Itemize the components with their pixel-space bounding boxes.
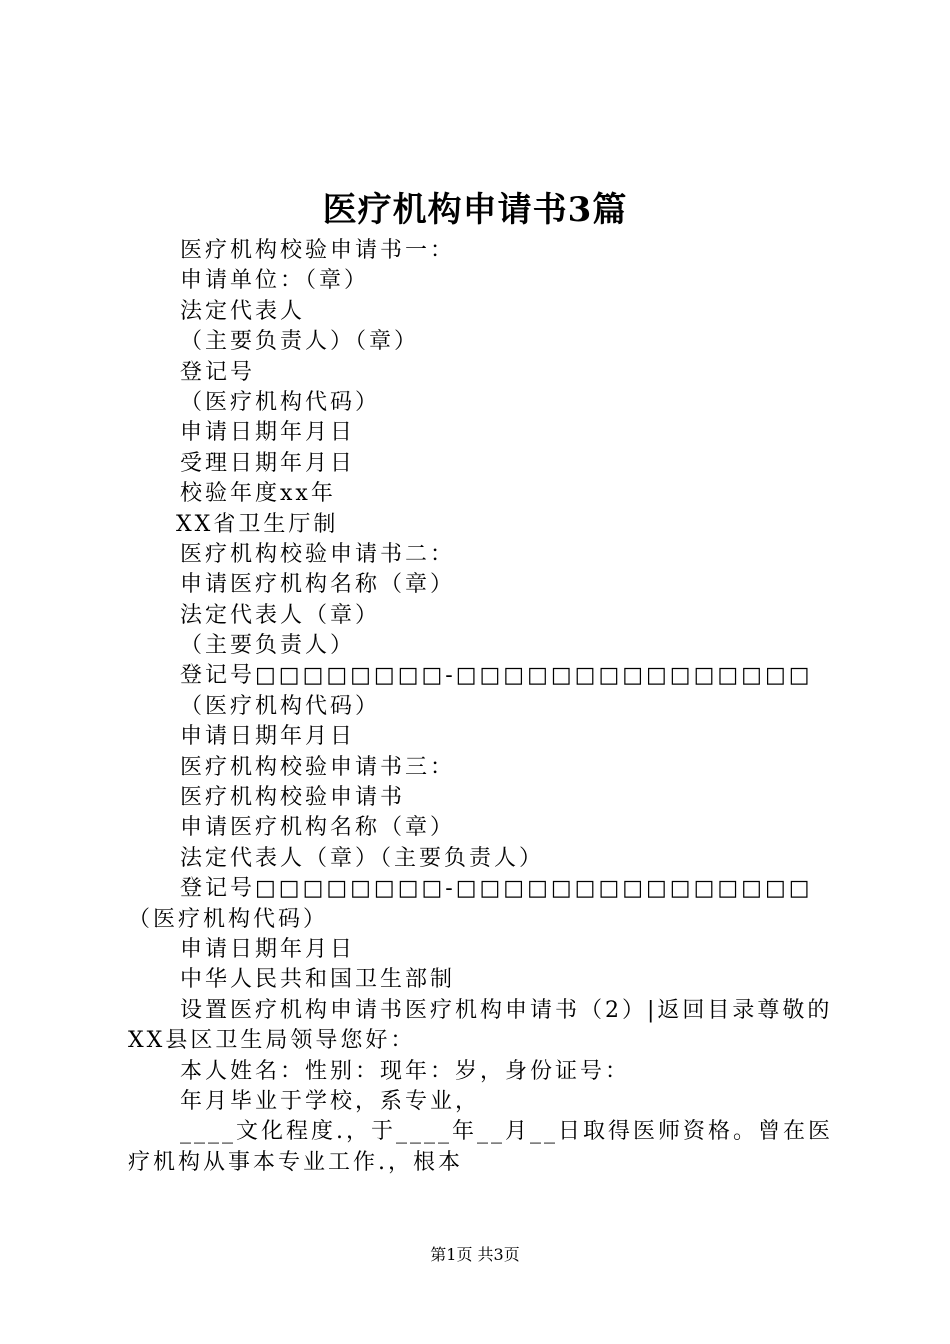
text-line: 申请日期年月日: [180, 724, 356, 750]
text-line: （医疗机构代码）: [128, 906, 329, 932]
document-body: [128, 236, 834, 1178]
text-line: 疗机构从事本专业工作.，根本: [128, 1149, 463, 1175]
text-line: 登记号□□□□□□□□-□□□□□□□□□□□□□□□: [180, 876, 813, 902]
text-line: ____文化程度.，于____年__月__日取得医师资格。曾在医: [180, 1119, 833, 1145]
text-line: XX省卫生厅制: [176, 511, 339, 537]
text-line: 受理日期年月日: [180, 450, 356, 476]
text-line: 本人姓名：性别：现年：岁，身份证号：: [180, 1058, 631, 1084]
text-line: 医疗机构校验申请书: [180, 785, 406, 811]
text-line: （医疗机构代码）: [180, 693, 381, 719]
text-line: 法定代表人: [180, 298, 306, 324]
text-line: XX县区卫生局领导您好：: [128, 1028, 416, 1054]
text-line: 申请医疗机构名称（章）: [180, 815, 456, 841]
text-line: 申请单位：（章）: [180, 268, 370, 294]
text-line: （主要负责人）: [180, 633, 356, 659]
text-line: 校验年度xx年: [180, 481, 336, 507]
text-line: 法定代表人（章）（主要负责人）: [180, 845, 545, 871]
text-line: 医疗机构校验申请书一：: [180, 238, 456, 263]
text-line: 年月毕业于学校，系专业，: [180, 1088, 481, 1114]
text-line: 申请日期年月日: [180, 420, 356, 446]
text-line: 医疗机构校验申请书三：: [180, 754, 456, 780]
text-line: （医疗机构代码）: [180, 389, 381, 415]
text-line: 登记号: [180, 359, 256, 385]
page-title: 医疗机构申请书3篇: [322, 190, 628, 230]
text-line: 申请日期年月日: [180, 936, 356, 962]
text-line: 登记号□□□□□□□□-□□□□□□□□□□□□□□□: [180, 663, 813, 689]
text-line: 法定代表人（章）: [180, 602, 381, 628]
text-line: 申请医疗机构名称（章）: [180, 572, 456, 598]
text-line: 中华人民共和国卫生部制: [180, 967, 456, 993]
text-line: （主要负责人）（章）: [180, 329, 420, 355]
text-line: 设置医疗机构申请书医疗机构申请书（2）|返回目录尊敬的: [180, 997, 833, 1023]
page-footer: 第1页 共3页: [430, 1245, 520, 1264]
text-line: 医疗机构校验申请书二：: [180, 541, 456, 567]
